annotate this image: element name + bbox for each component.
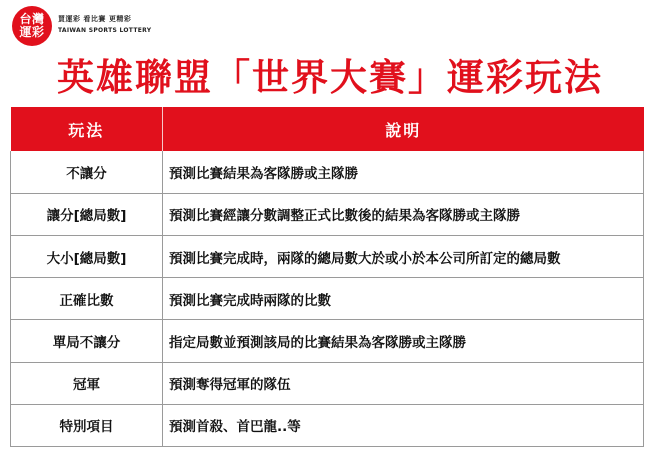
description-cell: 預測首殺、首巴龍..等: [163, 404, 644, 446]
logo-badge-line2: 運彩: [19, 25, 45, 39]
description-cell: 預測比賽完成時，兩隊的總局數大於或小於本公司所訂定的總局數: [163, 235, 644, 277]
table-row: [11, 320, 644, 362]
play-types-table: [10, 107, 644, 447]
table-row: [11, 278, 644, 320]
logo-slogan: 買運彩 看比賽 更精彩: [58, 15, 132, 23]
table-row: [11, 404, 644, 446]
play-type-cell: 冠軍: [11, 362, 163, 404]
logo-english-name: TAIWAN SPORTS LOTTERY: [58, 27, 152, 34]
description-cell: 預測比賽結果為客隊勝或主隊勝: [163, 151, 644, 193]
header-description: 說明: [163, 107, 644, 151]
sports-lottery-logo: [12, 6, 52, 46]
table-row: [11, 235, 644, 277]
description-cell: 指定局數並預測該局的比賽結果為客隊勝或主隊勝: [163, 320, 644, 362]
play-type-cell: 不讓分: [11, 151, 163, 193]
table-row: [11, 151, 644, 193]
description-cell: 預測奪得冠軍的隊伍: [163, 362, 644, 404]
play-type-cell: 大小[總局數]: [11, 235, 163, 277]
play-type-cell: 單局不讓分: [11, 320, 163, 362]
play-type-cell: 特別項目: [11, 404, 163, 446]
logo-text: [58, 14, 151, 34]
play-type-cell: 正確比數: [11, 278, 163, 320]
header: [0, 0, 656, 52]
logo-badge-line1: 台灣: [19, 12, 45, 27]
table-header-row: [11, 107, 644, 151]
play-type-cell: 讓分[總局數]: [11, 193, 163, 235]
table-row: [11, 193, 644, 235]
description-cell: 預測比賽完成時兩隊的比數: [163, 278, 644, 320]
table-row: [11, 362, 644, 404]
description-cell: 預測比賽經讓分數調整正式比數後的結果為客隊勝或主隊勝: [163, 193, 644, 235]
page-title: 英雄聯盟「世界大賽」運彩玩法: [57, 56, 603, 99]
header-play-type: 玩法: [11, 107, 163, 151]
